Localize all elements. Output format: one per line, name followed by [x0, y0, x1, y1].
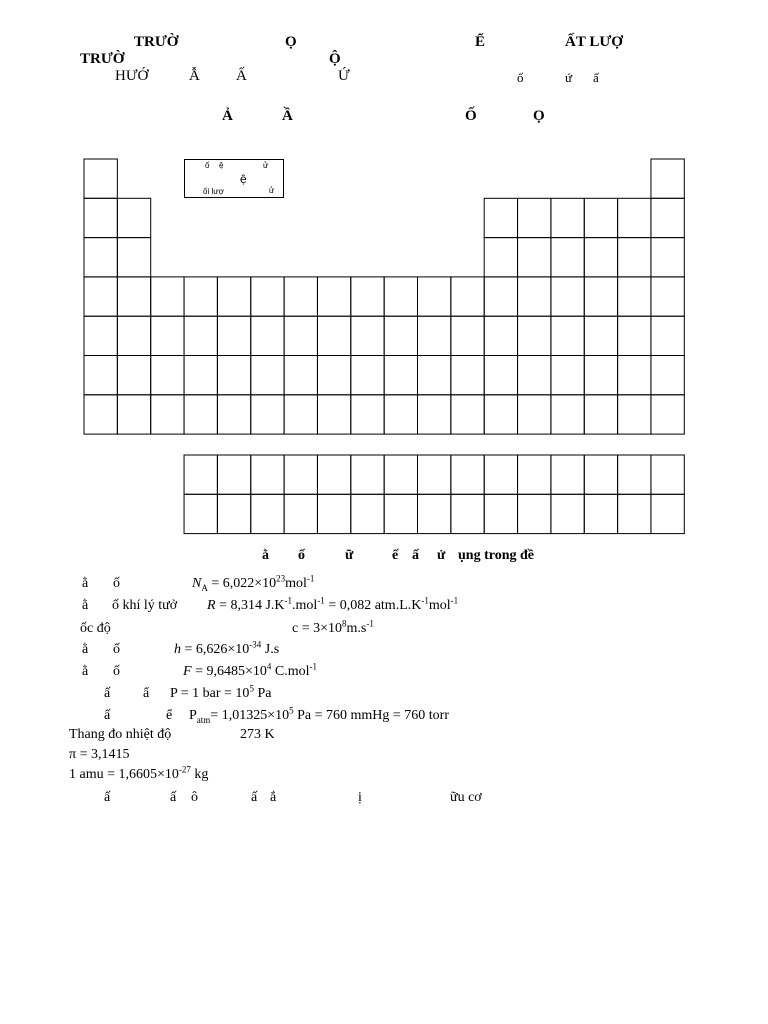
element-cell — [418, 316, 451, 355]
element-cell — [584, 277, 617, 316]
element-cell — [351, 277, 384, 316]
element-cell — [584, 356, 617, 395]
legend-top-right: ử — [263, 161, 269, 170]
element-cell — [651, 316, 684, 355]
element-cell — [651, 277, 684, 316]
element-cell — [217, 395, 250, 434]
element-cell — [84, 395, 117, 434]
element-cell — [217, 356, 250, 395]
constants-title-a: ằ — [262, 548, 269, 563]
f-block-cell — [651, 455, 684, 494]
element-cell — [84, 277, 117, 316]
element-cell — [651, 159, 684, 198]
f-block-cell — [351, 494, 384, 533]
f-block-cell — [551, 455, 584, 494]
element-cell — [151, 316, 184, 355]
header-line2-a: TRƯỜ — [80, 51, 125, 67]
f-block-cell — [184, 494, 217, 533]
element-cell — [284, 395, 317, 434]
f-block-cell — [217, 455, 250, 494]
element-cell — [84, 198, 117, 237]
section-title-c: Ố — [465, 108, 477, 124]
f-block-cell — [217, 494, 250, 533]
element-cell — [384, 277, 417, 316]
element-cell — [518, 277, 551, 316]
header-line1-d: ẤT LƯỢ — [565, 34, 623, 50]
f-block-cell — [618, 455, 651, 494]
element-legend-box — [184, 159, 284, 198]
header-line3-e: ổ — [517, 70, 524, 85]
element-cell — [351, 356, 384, 395]
element-cell — [551, 238, 584, 277]
element-cell — [251, 277, 284, 316]
element-cell — [384, 316, 417, 355]
element-cell — [384, 395, 417, 434]
element-cell — [117, 395, 150, 434]
header-line2-b: Ộ — [329, 51, 341, 67]
header-line1-a: TRƯỜ — [134, 34, 179, 50]
element-cell — [518, 356, 551, 395]
f-block-cell — [418, 455, 451, 494]
element-cell — [251, 395, 284, 434]
f-block-cell — [384, 494, 417, 533]
element-cell — [551, 356, 584, 395]
constants-title-c: ữ — [345, 548, 354, 563]
element-cell — [284, 356, 317, 395]
constants-title-b: ố — [298, 548, 305, 563]
f-block-cell — [451, 494, 484, 533]
element-cell — [84, 238, 117, 277]
header-line1-c: Ể — [475, 34, 486, 50]
section-title-b: Ầ — [282, 108, 293, 124]
f-block-cell — [484, 455, 517, 494]
header-line3-f: ứ — [565, 70, 573, 85]
constants-title-g: ụng trong đề — [458, 548, 534, 563]
element-cell — [651, 356, 684, 395]
element-cell — [584, 198, 617, 237]
element-cell — [384, 356, 417, 395]
element-cell — [451, 395, 484, 434]
element-cell — [484, 395, 517, 434]
f-block-cell — [584, 494, 617, 533]
f-block-cell — [317, 494, 350, 533]
element-cell — [618, 395, 651, 434]
element-cell — [484, 356, 517, 395]
element-cell — [518, 238, 551, 277]
header-line1-b: Ọ — [285, 34, 297, 50]
f-block-cell — [484, 494, 517, 533]
element-cell — [84, 356, 117, 395]
element-cell — [317, 356, 350, 395]
element-cell — [518, 395, 551, 434]
f-block-cell — [451, 455, 484, 494]
element-cell — [184, 395, 217, 434]
element-cell — [418, 277, 451, 316]
element-cell — [351, 316, 384, 355]
header-line3-a: HƯỚ — [115, 68, 149, 84]
constants-title-f: ử — [437, 548, 446, 563]
element-cell — [451, 356, 484, 395]
f-block-cell — [584, 455, 617, 494]
f-block-cell — [518, 494, 551, 533]
legend-bottom-right: ử — [269, 186, 275, 195]
f-block-cell — [251, 455, 284, 494]
element-cell — [651, 395, 684, 434]
f-block-cell — [284, 455, 317, 494]
element-cell — [551, 395, 584, 434]
element-cell — [584, 238, 617, 277]
f-block-cell — [651, 494, 684, 533]
legend-top-mid: ệ — [219, 161, 224, 170]
element-cell — [184, 356, 217, 395]
f-block-cell — [284, 494, 317, 533]
element-cell — [251, 316, 284, 355]
f-block-cell — [184, 455, 217, 494]
element-cell — [151, 277, 184, 316]
element-cell — [451, 316, 484, 355]
element-cell — [217, 316, 250, 355]
element-cell — [418, 356, 451, 395]
header-line3-g: ấ — [593, 70, 599, 85]
element-cell — [351, 395, 384, 434]
element-cell — [117, 277, 150, 316]
legend-top-left: ố — [205, 161, 210, 170]
element-cell — [584, 395, 617, 434]
element-cell — [551, 277, 584, 316]
f-block-cell — [251, 494, 284, 533]
element-cell — [651, 198, 684, 237]
element-cell — [551, 316, 584, 355]
element-cell — [117, 316, 150, 355]
header-line3-c: Ấ — [236, 68, 247, 84]
element-cell — [151, 395, 184, 434]
element-cell — [117, 356, 150, 395]
element-cell — [484, 277, 517, 316]
element-cell — [84, 159, 117, 198]
element-cell — [284, 277, 317, 316]
element-cell — [518, 198, 551, 237]
element-cell — [117, 198, 150, 237]
element-cell — [184, 277, 217, 316]
element-cell — [618, 198, 651, 237]
legend-center: ệ — [240, 172, 247, 186]
element-cell — [251, 356, 284, 395]
f-block-cell — [418, 494, 451, 533]
element-cell — [618, 238, 651, 277]
f-block-cell — [351, 455, 384, 494]
constants-title-d: ế — [392, 548, 399, 563]
element-cell — [317, 277, 350, 316]
element-cell — [217, 277, 250, 316]
element-cell — [584, 316, 617, 355]
f-block-cell — [618, 494, 651, 533]
f-block-cell — [317, 455, 350, 494]
element-cell — [284, 316, 317, 355]
element-cell — [151, 356, 184, 395]
element-cell — [618, 316, 651, 355]
constants-title-e: ấ — [412, 548, 419, 563]
element-cell — [84, 316, 117, 355]
element-cell — [518, 316, 551, 355]
header-line3-d: Ứ — [338, 68, 350, 84]
element-cell — [618, 277, 651, 316]
element-cell — [651, 238, 684, 277]
f-block-cell — [518, 455, 551, 494]
f-block-cell — [551, 494, 584, 533]
element-cell — [484, 198, 517, 237]
element-cell — [451, 277, 484, 316]
element-cell — [117, 238, 150, 277]
legend-bottom-left: ối lượ — [203, 187, 224, 196]
element-cell — [184, 316, 217, 355]
f-block-cell — [384, 455, 417, 494]
element-cell — [317, 395, 350, 434]
section-title-a: Ả — [222, 108, 233, 124]
element-cell — [418, 395, 451, 434]
header-line3-b: Ẫ — [189, 68, 200, 84]
section-title-d: Ọ — [533, 108, 545, 124]
element-cell — [484, 316, 517, 355]
element-cell — [618, 356, 651, 395]
element-cell — [484, 238, 517, 277]
element-cell — [551, 198, 584, 237]
element-cell — [317, 316, 350, 355]
